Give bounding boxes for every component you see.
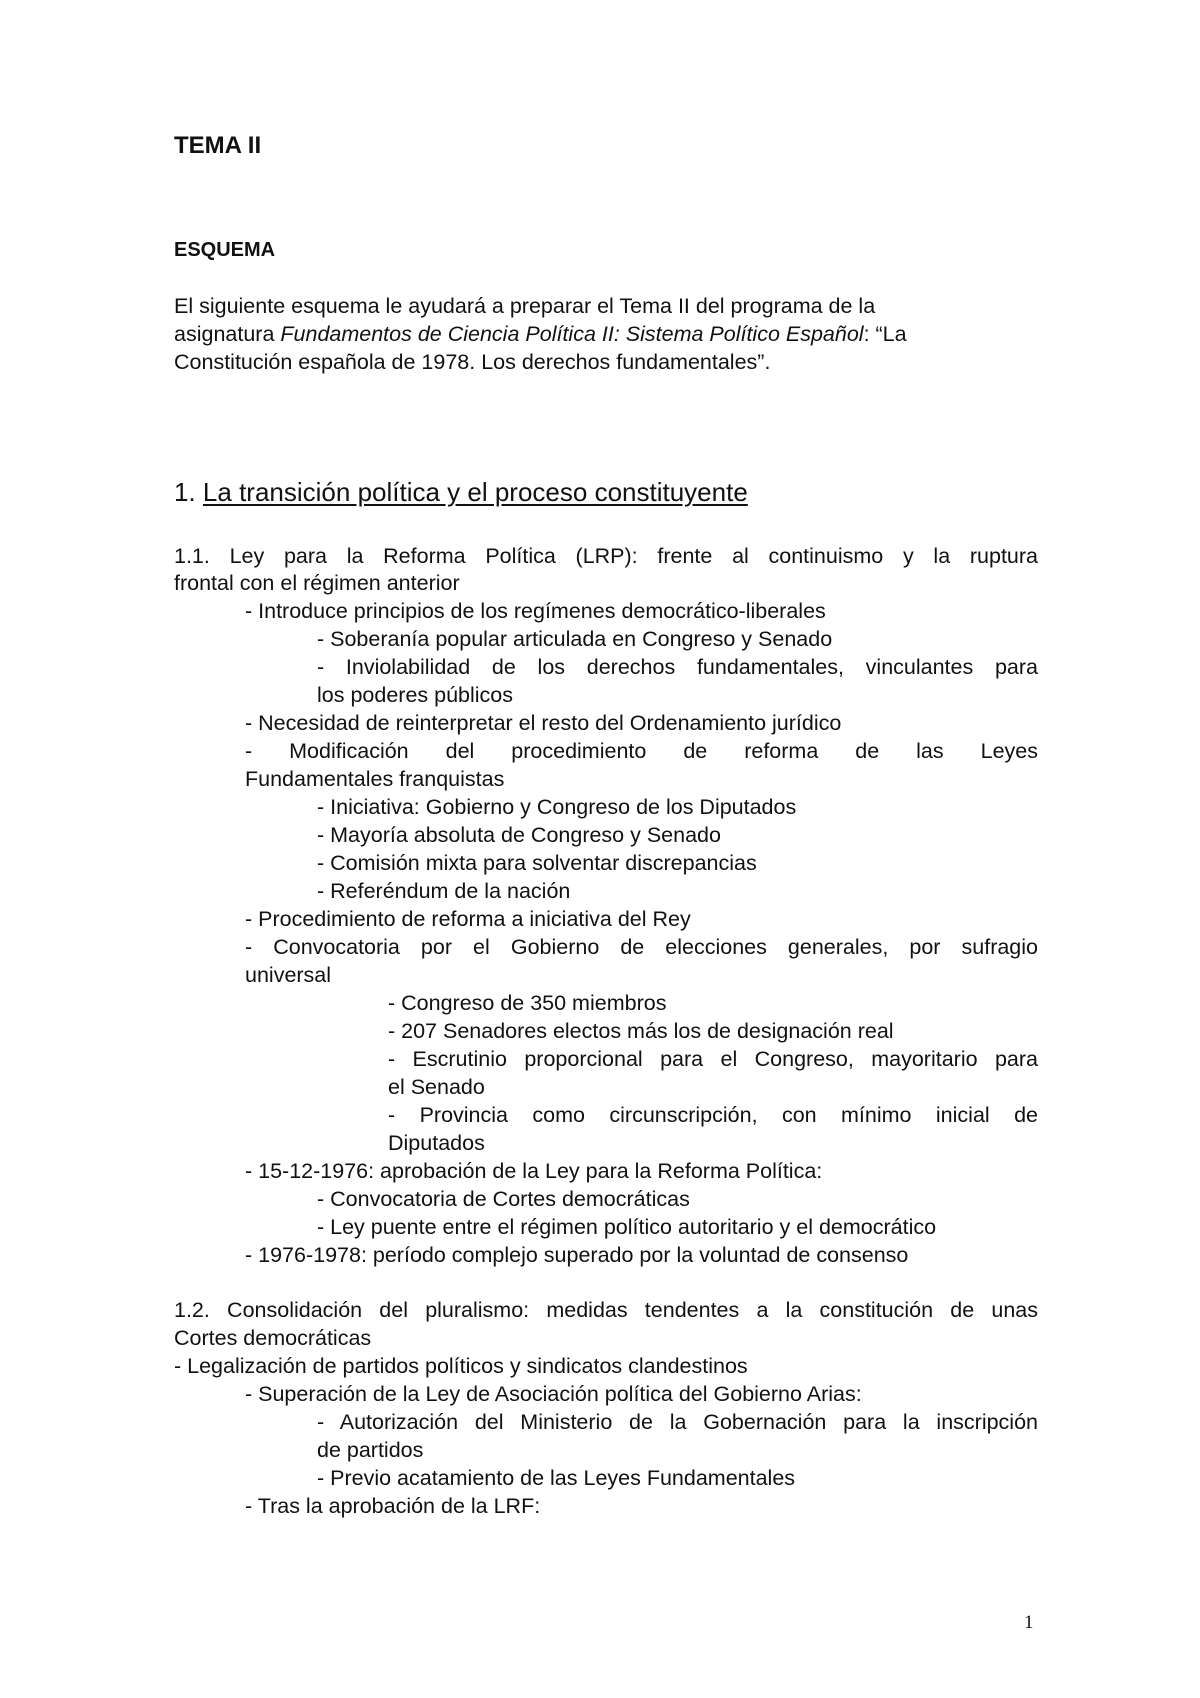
outline-line: - Comisión mixta para solventar discrepancias	[317, 851, 757, 875]
outline-line: - Mayoría absoluta de Congreso y Senado	[317, 823, 721, 847]
outline-line: Diputados	[388, 1131, 485, 1155]
outline-line: - Convocatoria por el Gobierno de elecciones generales, por sufragio	[245, 935, 1038, 959]
intro-line-1: El siguiente esquema le ayudará a preparar el Tema II del programa de la	[174, 294, 876, 318]
intro-line-2	[174, 320, 907, 348]
outline-line: - Soberanía popular articulada en Congreso y Senado	[317, 627, 833, 651]
outline-line: - 207 Senadores electos más los de designación real	[388, 1019, 894, 1043]
section-1-heading	[174, 475, 748, 509]
intro-line-3: Constitución española de 1978. Los derechos fundamentales”.	[174, 350, 771, 374]
outline-line: - Introduce principios de los regímenes democrático-liberales	[245, 599, 826, 623]
document-title: TEMA II	[174, 132, 262, 159]
outline-line: - Iniciativa: Gobierno y Congreso de los Diputados	[317, 795, 797, 819]
document-subtitle: ESQUEMA	[174, 239, 276, 261]
outline-line: los poderes públicos	[317, 683, 514, 707]
outline-line: Fundamentales franquistas	[245, 767, 505, 791]
outline-line: - Previo acatamiento de las Leyes Fundamentales	[317, 1466, 796, 1490]
outline-line: - Inviolabilidad de los derechos fundamentales, vinculantes para	[317, 655, 1038, 679]
outline-line: 1.1. Ley para la Reforma Política (LRP): frente al continuismo y la ruptura	[174, 544, 1038, 568]
outline-line: - Procedimiento de reforma a iniciativa del Rey	[245, 907, 691, 931]
outline-line: el Senado	[388, 1075, 485, 1099]
section-1-title: La transición política y el proceso constituyente	[202, 477, 748, 507]
outline-line: - Escrutinio proporcional para el Congreso, mayoritario para	[388, 1047, 1038, 1071]
outline-line: - Convocatoria de Cortes democráticas	[317, 1187, 690, 1211]
outline-line: - Legalización de partidos políticos y sindicatos clandestinos	[174, 1354, 748, 1378]
outline-line: - Referéndum de la nación	[317, 879, 571, 903]
intro-line-2-post: : “La	[863, 322, 907, 346]
outline-line: - Necesidad de reinterpretar el resto del Ordenamiento jurídico	[245, 711, 842, 735]
intro-line-2-pre: asignatura	[174, 322, 281, 346]
course-name: Fundamentos de Ciencia Política II: Sistema Político Español	[280, 322, 864, 346]
outline-line: - Congreso de 350 miembros	[388, 991, 667, 1015]
outline-line: - Tras la aprobación de la LRF:	[245, 1494, 541, 1518]
outline-line: - Autorización del Ministerio de la Gobernación para la inscripción	[317, 1410, 1038, 1434]
outline-line: Cortes democráticas	[174, 1326, 372, 1350]
outline-line: - Provincia como circunscripción, con mínimo inicial de	[388, 1103, 1038, 1127]
outline-line: - Modificación del procedimiento de reforma de las Leyes	[245, 739, 1038, 763]
section-1-number: 1.	[174, 477, 203, 507]
outline-line: - 15-12-1976: aprobación de la Ley para la Reforma Política:	[245, 1159, 823, 1183]
outline-line: universal	[245, 963, 332, 987]
page-number: 1	[1024, 1612, 1034, 1633]
outline-line: - Ley puente entre el régimen político autoritario y el democrático	[317, 1215, 937, 1239]
outline-line: frontal con el régimen anterior	[174, 571, 460, 595]
outline-line: - 1976-1978: período complejo superado por la voluntad de consenso	[245, 1243, 909, 1267]
outline-line: 1.2. Consolidación del pluralismo: medidas tendentes a la constitución de unas	[174, 1298, 1038, 1322]
outline-line: de partidos	[317, 1438, 424, 1462]
outline-line: - Superación de la Ley de Asociación política del Gobierno Arias:	[245, 1382, 862, 1406]
